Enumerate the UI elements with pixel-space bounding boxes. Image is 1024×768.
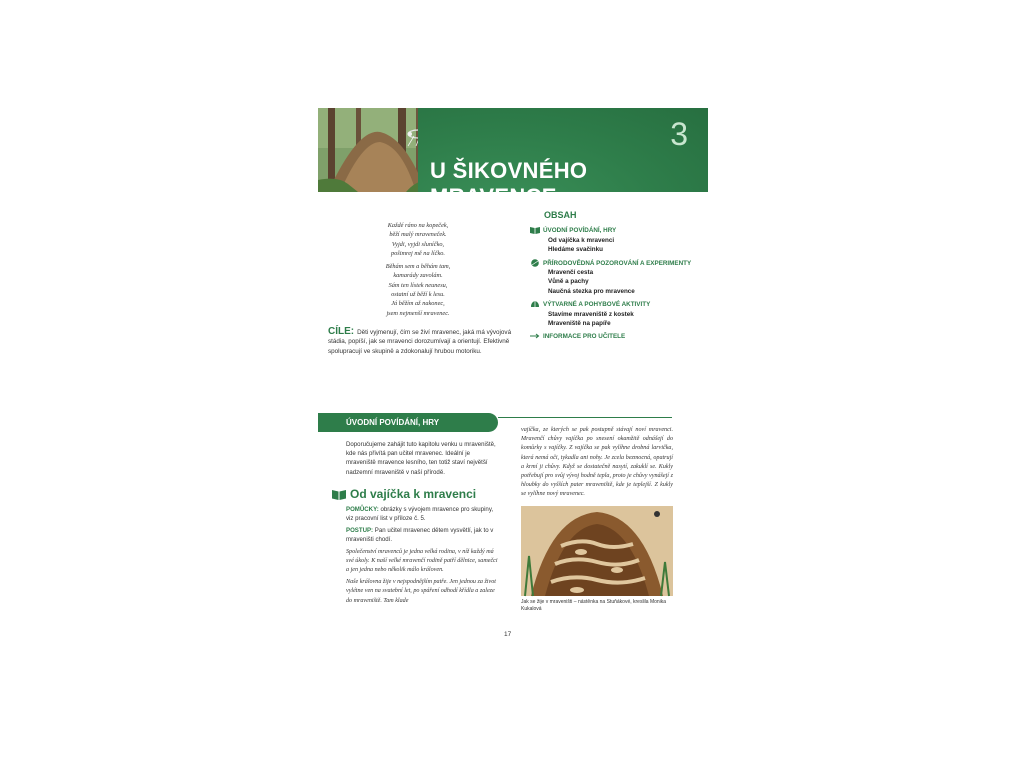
toc-item[interactable]: Mravenčí cesta bbox=[548, 269, 594, 277]
poem-line: Běhám sem a běhám tam, bbox=[385, 263, 451, 271]
chapter-number: 3 bbox=[670, 116, 688, 152]
toc-section-title: VÝTVARNÉ A POHYBOVÉ AKTIVITY bbox=[543, 301, 651, 309]
toc-item[interactable]: Hledáme svačinku bbox=[548, 246, 603, 254]
section-header-bar bbox=[318, 413, 498, 432]
toc-section-art[interactable] bbox=[530, 300, 700, 309]
toc-section-title: ÚVODNÍ POVÍDÁNÍ, HRY bbox=[543, 227, 617, 235]
poem-line: kamarády zavolám. bbox=[393, 272, 443, 280]
arrow-icon bbox=[530, 332, 540, 340]
toc-section-title: INFORMACE PRO UČITELE bbox=[543, 333, 626, 341]
toc-item[interactable]: Stavíme mraveniště z kostek bbox=[548, 310, 634, 318]
book-icon bbox=[530, 226, 540, 234]
section-intro: Doporučujeme zahájit tuto kapitolu venku u mraveniště, kde nás přivítá pan učitel mravenec. Ideální je mraveniště mravence lesního, ten totiž staví největší nadzemní mraveniště v naší přírodě. bbox=[346, 441, 496, 476]
table-of-contents bbox=[530, 211, 700, 342]
figure-caption: Jak se žije v mraveništi – nástěnka na Stuňákové, kreslila Monika Kukalová bbox=[521, 599, 667, 612]
story-paragraph: Společenství mravenců je jedna velká rodina, v níž každý má své úkoly. K naší velké mravenčí rodině patří dělnice, samečci a jen jedna nebo několik málo královen. bbox=[346, 548, 498, 574]
hands-icon bbox=[530, 300, 540, 308]
left-column bbox=[346, 440, 501, 609]
toc-item[interactable]: Od vajíčka k mravenci bbox=[548, 236, 615, 244]
poem-line: běží malý mraveneček. bbox=[389, 231, 447, 239]
tools-label: POMŮCKY: bbox=[346, 505, 379, 513]
goals-block bbox=[328, 327, 516, 356]
toc-section-title: PŘÍRODOVĚDNÁ POZOROVÁNÍ A EXPERIMENTY bbox=[543, 259, 692, 267]
anthill-cross-section-illustration bbox=[521, 506, 673, 596]
poem-line: pošimrej mě na líčko. bbox=[391, 249, 445, 257]
toc-heading: OBSAH bbox=[544, 210, 577, 220]
tools-text: obrázky s vývojem mravence pro skupiny, viz pracovní list v příloze č. 5. bbox=[346, 505, 494, 523]
subheading bbox=[332, 486, 501, 501]
poem-line: jsem nejmenší mravenec. bbox=[386, 309, 450, 317]
process-text: Pan učitel mravenec dětem vysvětlí, jak to v mraveništi chodí. bbox=[346, 527, 494, 544]
goals-label: CÍLE: bbox=[328, 326, 355, 337]
toc-item[interactable]: Naučná stezka pro mravence bbox=[548, 287, 635, 295]
book-icon bbox=[332, 489, 346, 500]
poem-line: Vyjdi, vyjdi sluníčko, bbox=[391, 240, 445, 248]
section-divider bbox=[498, 417, 672, 418]
process-label: POSTUP: bbox=[346, 527, 374, 535]
subheading-text: Od vajíčka k mravenci bbox=[350, 486, 477, 501]
chapter-banner bbox=[318, 108, 708, 209]
toc-section-intro[interactable] bbox=[530, 226, 700, 235]
poem-line: Já běžím až nakonec, bbox=[391, 300, 445, 308]
right-column bbox=[521, 426, 673, 500]
process-paragraph bbox=[346, 526, 501, 544]
poem-line: Každé ráno na kopeček, bbox=[387, 222, 449, 229]
story-paragraph: Naše královna žije v nejspodnějším patře. Jen jednou za život vylétne ven na svatební let, po spáření odhodí křídla a zaleze do mraveniště. Tam klade bbox=[346, 579, 496, 604]
toc-item[interactable]: Mraveniště na papíře bbox=[548, 320, 611, 328]
goals-text: Děti vyjmenují, čím se živí mravenec, jaká má vývojová stádia, popíší, jak se mravenci dorozumívají a orientují. Efektivně spolupracují ve skupině a zdokonalují hrubou motoriku. bbox=[328, 329, 512, 355]
leaf-icon bbox=[530, 259, 540, 267]
page-number: 17 bbox=[504, 631, 512, 638]
tools-paragraph bbox=[346, 505, 501, 523]
story-paragraph: vajíčka, ze kterých se pak postupně stávají noví mravenci. Mravenčí chůvy vajíčka po snesení okamžitě odnášejí do komůrky s vajíčky. Z vajíčka se pak vylíhne drobná larvička, která nemá oči, tykadla ani nohy. Je zcela bezmocná, opatrují a krmí ji chůvy. Když se dostatečně nasytí, zakuklí se. Kukly potřebují pro svůj vývoj hodně tepla, proto je chůvy vynášejí z hloubky do vyšších pater mraveniště, kde je teplejší. Z kukly se vylíhne nový mravenec. bbox=[521, 427, 673, 498]
chapter-title: U ŠIKOVNÉHO MRAVENCE bbox=[430, 158, 588, 209]
poem bbox=[338, 221, 498, 318]
poem-line: Sám ten lístek neunesu, bbox=[388, 281, 448, 289]
anthill-illustration bbox=[318, 108, 430, 192]
section-title: ÚVODNÍ POVÍDÁNÍ, HRY bbox=[346, 418, 440, 427]
poem-line: ostatní už běží k lesu. bbox=[391, 291, 445, 299]
toc-section-science[interactable] bbox=[530, 259, 700, 268]
toc-section-teacher[interactable] bbox=[530, 332, 700, 341]
toc-item[interactable]: Vůně a pachy bbox=[548, 278, 589, 286]
book-page bbox=[318, 108, 708, 648]
